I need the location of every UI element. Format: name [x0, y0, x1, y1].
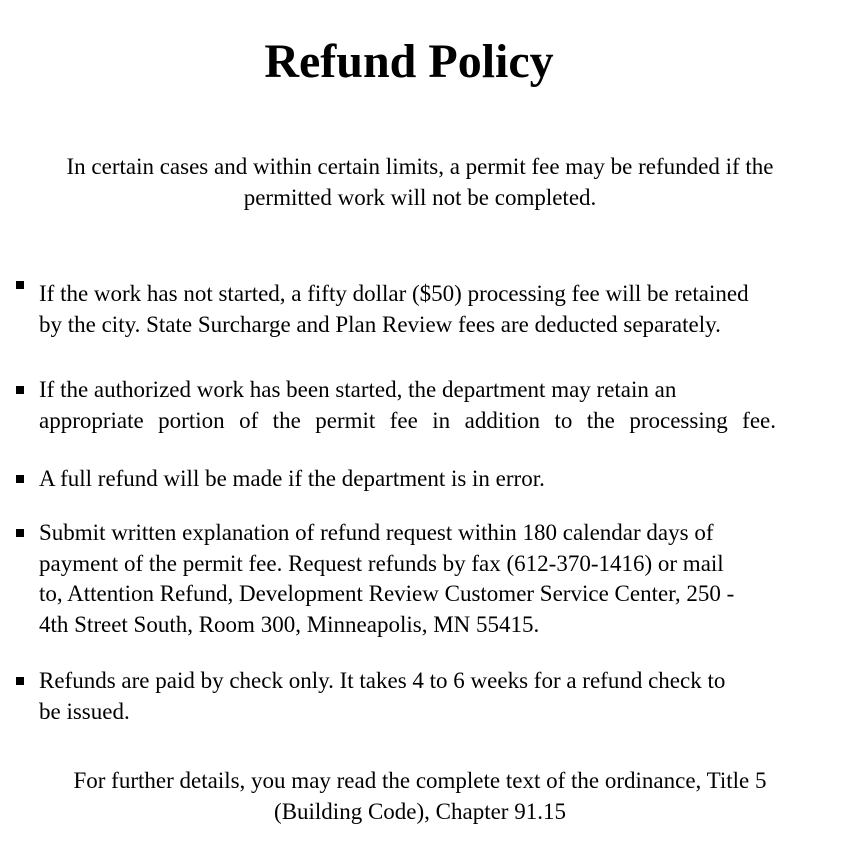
policy-item-line: A full refund will be made if the department is in error.	[39, 466, 545, 491]
policy-item-line: If the authorized work has been started, the department may retain an	[39, 377, 677, 402]
policy-item-work-started	[14, 375, 814, 436]
policy-item-text	[39, 279, 809, 340]
square-bullet-icon	[16, 281, 24, 289]
footer-note	[20, 765, 820, 827]
policy-item-text	[39, 464, 809, 495]
footer-line: For further details, you may read the complete text of the ordinance, Title 5	[73, 768, 767, 793]
policy-item-text	[39, 666, 809, 727]
policy-item-line: appropriate portion of the permit fee in addition to the processing fee.	[39, 407, 776, 433]
policy-item-line: by the city. State Surcharge and Plan Review fees are deducted separately.	[39, 311, 721, 337]
policy-item-line: 4th Street South, Room 300, Minneapolis, MN 55415.	[39, 611, 540, 637]
policy-item-payment-method	[14, 666, 814, 727]
page-title: Refund Policy	[264, 35, 554, 88]
policy-item-processing-fee	[14, 279, 814, 340]
policy-item-text	[39, 518, 809, 640]
policy-item-department-error	[14, 464, 814, 495]
policy-item-line: payment of the permit fee. Request refunds by fax (612-370-1416) or mail	[39, 550, 724, 576]
policy-item-line: Refunds are paid by check only. It takes 4 to 6 weeks for a refund check to	[39, 668, 726, 693]
square-bullet-icon	[16, 529, 24, 537]
policy-item-line: Submit written explanation of refund request within 180 calendar days of	[39, 520, 714, 545]
intro-paragraph: In certain cases and within certain limits, a permit fee may be refunded if the permitted work will not be completed.	[66, 154, 774, 210]
policy-item-text	[39, 375, 809, 436]
policy-item-line: If the work has not started, a fifty dollar ($50) processing fee will be retained	[39, 281, 749, 306]
square-bullet-icon	[16, 386, 24, 394]
square-bullet-icon	[16, 475, 24, 483]
policy-item-line: to, Attention Refund, Development Review Customer Service Center, 250 -	[39, 581, 735, 606]
footer-line: (Building Code), Chapter 91.15	[274, 799, 566, 824]
square-bullet-icon	[16, 677, 24, 685]
policy-item-submit-request	[14, 518, 814, 640]
policy-item-line: be issued.	[39, 698, 130, 724]
